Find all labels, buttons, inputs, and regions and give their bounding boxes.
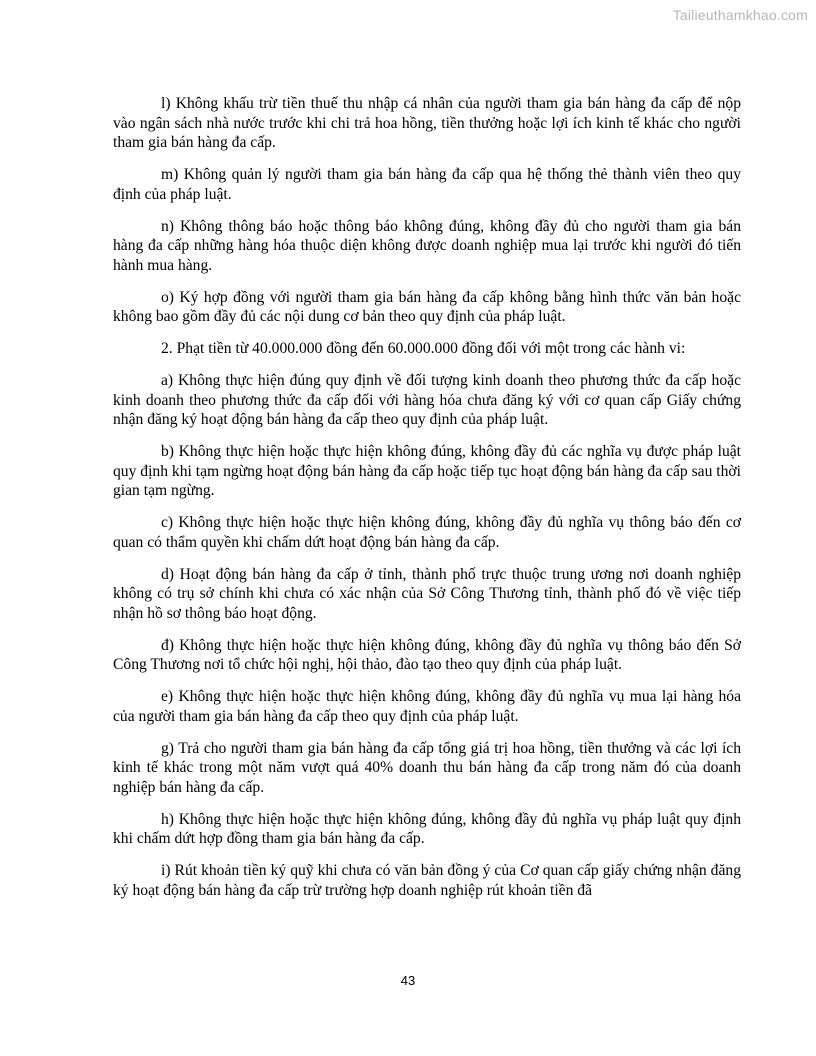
paragraph-e: e) Không thực hiện hoặc thực hiện không đúng, không đầy đủ nghĩa vụ mua lại hàng hóa của người tham gia bán hàng đa cấp theo quy định của pháp luật.: [113, 688, 741, 725]
paragraph-l: l) Không khấu trừ tiền thuế thu nhập cá nhân của người tham gia bán hàng đa cấp để nộp vào ngân sách nhà nước trước khi chi trả hoa hồng, tiền thưởng hoặc lợi ích kinh tế khác cho người tham gia bán hàng đa cấp.: [113, 95, 741, 151]
paragraph-h: h) Không thực hiện hoặc thực hiện không đúng, không đầy đủ nghĩa vụ pháp luật quy định khi chấm dứt hợp đồng tham gia bán hàng đa cấp.: [113, 810, 741, 847]
paragraph-b: b) Không thực hiện hoặc thực hiện không đúng, không đầy đủ các nghĩa vụ được pháp luật quy định khi tạm ngừng hoạt động bán hàng đa cấp hoặc tiếp tục hoạt động bán hàng đa cấp sau thời gian tạm ngừng.: [113, 443, 741, 499]
paragraph-c: c) Không thực hiện hoặc thực hiện không đúng, không đầy đủ nghĩa vụ thông báo đến cơ quan có thẩm quyền khi chấm dứt hoạt động bán hàng đa cấp.: [113, 514, 741, 551]
page-number: 43: [400, 973, 416, 988]
paragraph-dd: đ) Không thực hiện hoặc thực hiện không đúng, không đầy đủ nghĩa vụ thông báo đến Sở Công Thương nơi tổ chức hội nghị, hội thảo, đào tạo theo quy định của pháp luật.: [113, 636, 741, 673]
watermark-text: Tailieuthamkhao.com: [672, 7, 808, 23]
paragraph-i: i) Rút khoản tiền ký quỹ khi chưa có văn bản đồng ý của Cơ quan cấp giấy chứng nhận đăng ký hoạt động bán hàng đa cấp trừ trường hợp doanh nghiệp rút khoản tiền đã: [113, 862, 741, 899]
paragraph-g: g) Trả cho người tham gia bán hàng đa cấp tổng giá trị hoa hồng, tiền thưởng và các lợi ích kinh tế khác trong một năm vượt quá 40% doanh thu bán hàng đa cấp trong năm đó của doanh nghiệp bán hàng đa cấp.: [113, 739, 741, 796]
paragraph-o: o) Ký hợp đồng với người tham gia bán hàng đa cấp không bằng hình thức văn bản hoặc không bao gồm đầy đủ các nội dung cơ bản theo quy định của pháp luật.: [113, 288, 741, 325]
paragraph-d: d) Hoạt động bán hàng đa cấp ở tỉnh, thành phố trực thuộc trung ương nơi doanh nghiệp không có trụ sở chính khi chưa có xác nhận của Sở Công Thương tỉnh, thành phố đó về việc tiếp nhận hồ sơ thông báo hoạt động.: [113, 565, 741, 622]
document-body: [113, 94, 741, 913]
paragraph-n: n) Không thông báo hoặc thông báo không đúng, không đầy đủ cho người tham gia bán hàng đa cấp những hàng hóa thuộc diện không được doanh nghiệp mua lại trước khi người đó tiến hành mua hàng.: [113, 217, 741, 274]
paragraph-clause-2: 2. Phạt tiền từ 40.000.000 đồng đến 60.000.000 đồng đối với một trong các hành vi:: [161, 340, 686, 357]
paragraph-a: a) Không thực hiện đúng quy định về đối tượng kinh doanh theo phương thức đa cấp hoặc kinh doanh theo phương thức đa cấp đối với hàng hóa chưa đăng ký với cơ quan cấp Giấy chứng nhận đăng ký hoạt động bán hàng đa cấp theo quy định của pháp luật.: [113, 372, 741, 428]
paragraph-m: m) Không quản lý người tham gia bán hàng đa cấp qua hệ thống thẻ thành viên theo quy định của pháp luật.: [113, 166, 741, 203]
